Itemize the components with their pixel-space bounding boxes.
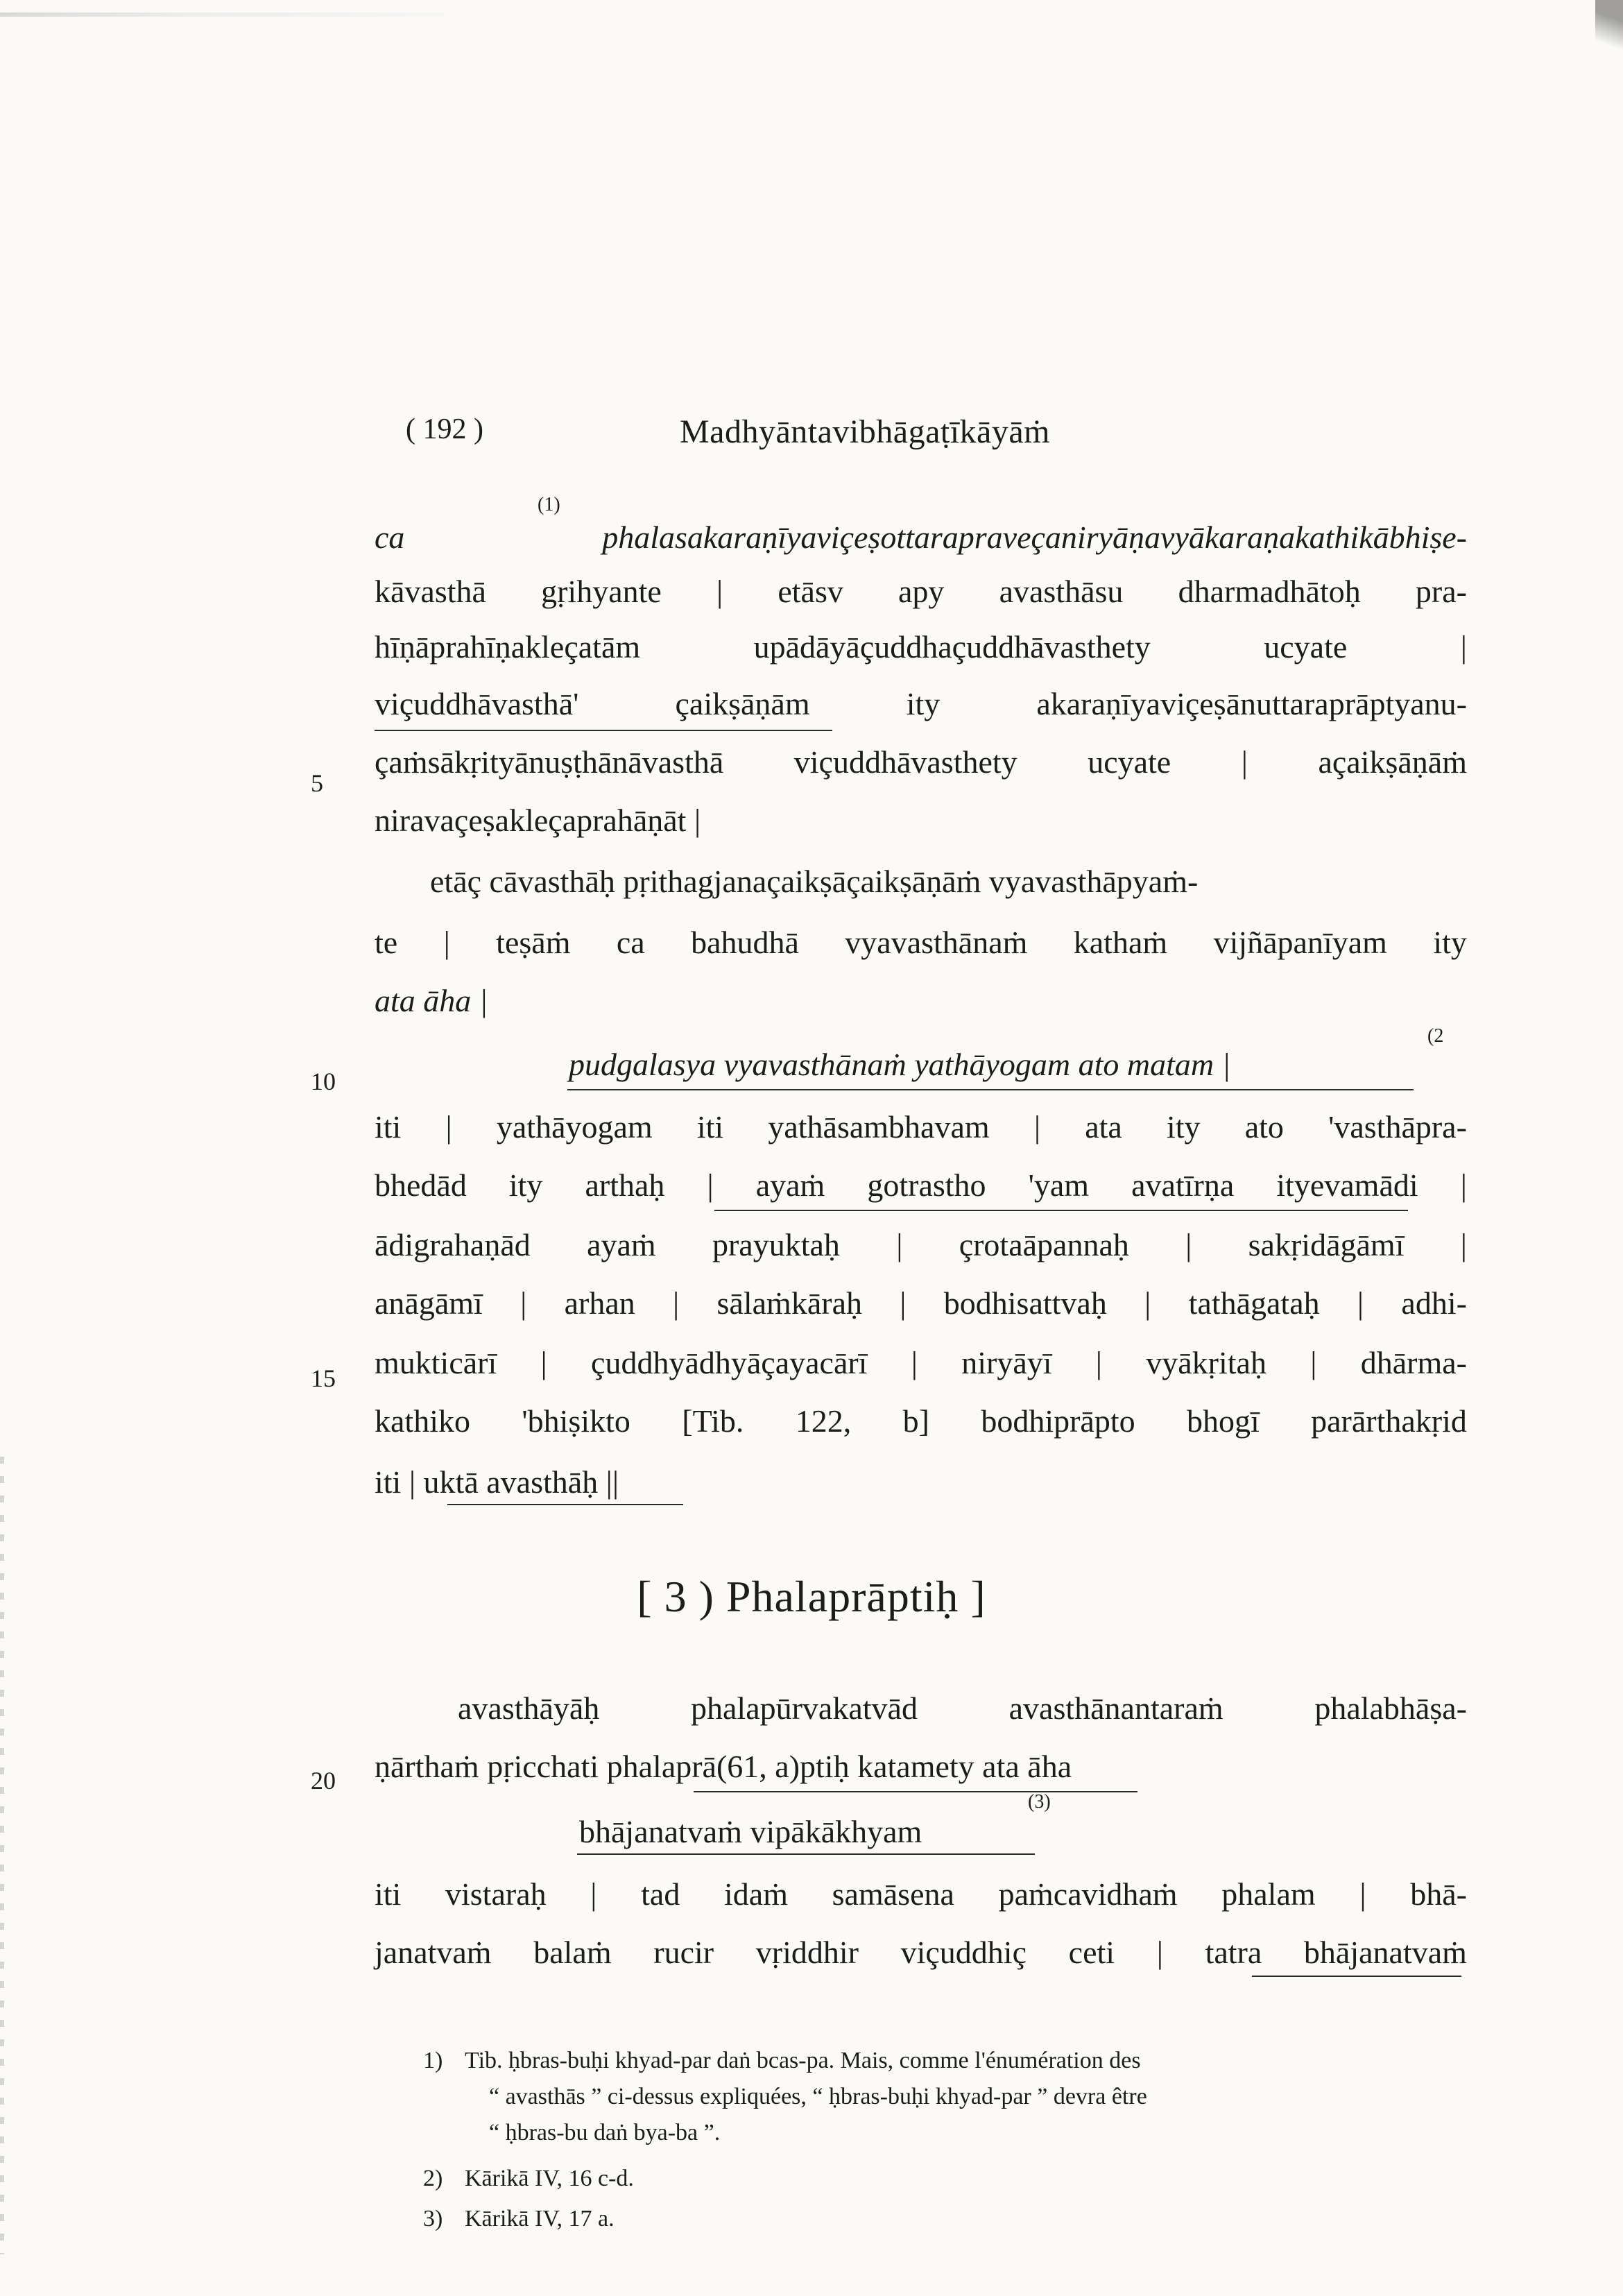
footnote-1-cont [489, 2120, 720, 2146]
text-line-4: viçuddhāvasthā' çaikṣāṇām ity akaraṇīyaviçeṣānuttaraprāptyanu- [375, 686, 1467, 721]
text-line-15: kathiko 'bhiṣikto [Tib. 122, b] bodhiprāpto bhogī parārthakṛid [375, 1403, 1467, 1439]
scan-artifact-top [0, 12, 444, 17]
underline-rule [714, 1210, 1408, 1211]
footnote-text: Kārikā IV, 17 a. [465, 2206, 615, 2231]
underline-rule [447, 1504, 683, 1505]
verse-line-2: bhājanatvaṁ vipākākhyam [579, 1814, 922, 1849]
page-number: ( 192 ) [406, 413, 483, 445]
line-number-10: 10 [311, 1068, 336, 1095]
text-line-8: te | teṣāṁ ca bahudhā vyavasthānaṁ kathaṁ vijñāpanīyam ity [375, 925, 1467, 960]
footnote-text: “ ḥbras-bu daṅ bya-ba ”. [489, 2120, 721, 2145]
underline-rule [567, 1089, 1414, 1090]
line-number-15: 15 [311, 1364, 336, 1392]
text-line-16: iti | uktā avasthāḥ || [375, 1464, 619, 1500]
text-line-7: etāç cāvasthāḥ pṛithagjanaçaikṣāçaikṣāṇāṁ vyavasthāpyaṁ- [430, 864, 1199, 899]
running-title: Madhyāntavibhāgaṭīkāyāṁ [680, 413, 1050, 450]
text-line-3: hīṇāprahīṇakleçatām upādāyāçuddhaçuddhāvasthety ucyate | [375, 629, 1467, 665]
section-heading: [ 3 ) Phalaprāptiḥ ] [637, 1572, 986, 1621]
text-line-19: iti vistaraḥ | tad idaṁ samāsena paṁcavidhaṁ phalam | bhā- [375, 1876, 1467, 1912]
footnote-number: 3) [423, 2206, 443, 2231]
text-line-1: ca phalasakaraṇīyaviçeṣottarapraveçaniryāṇavyākaraṇakathikābhiṣe- [375, 520, 1467, 555]
text-line-18: ṇārthaṁ pṛicchati phalaprā(61, a)ptiḥ katamety ata āha [375, 1749, 1072, 1784]
scan-artifact-corner [1595, 0, 1623, 62]
text-line-6: niravaçeṣakleçaprahāṇāt | [375, 803, 701, 838]
page-header [0, 413, 1623, 461]
underline-rule [694, 1791, 1137, 1792]
text-line-5: çaṁsākṛityānuṣṭhānāvasthā viçuddhāvasthety ucyate | açaikṣāṇāṁ [375, 744, 1467, 780]
text-line-10: iti | yathāyogam iti yathāsambhavam | ata ity ato 'vasthāpra- [375, 1109, 1467, 1145]
text-line-13: anāgāmī | arhan | sālaṁkāraḥ | bodhisattvaḥ | tathāgataḥ | adhi- [375, 1285, 1467, 1321]
footnote-number: 1) [423, 2048, 443, 2073]
footnote-text: Kārikā IV, 16 c-d. [465, 2166, 634, 2191]
text-line-14: mukticārī | çuddhyādhyāçayacārī | niryāyī | vyākṛitaḥ | dhārma- [375, 1345, 1467, 1380]
underline-rule [577, 1853, 1035, 1855]
text-line-20: janatvaṁ balaṁ rucir vṛiddhir viçuddhiç ceti | tatra bhājanatvaṁ [375, 1935, 1467, 1970]
text-line-2: kāvasthā gṛihyante | etāsv apy avasthāsu dharmadhātoḥ pra- [375, 574, 1467, 609]
footnote-2 [423, 2166, 634, 2192]
underline-rule [1252, 1976, 1461, 1977]
footnote-text: Tib. ḥbras-buḥi khyad-par daṅ bcas-pa. Mais, comme l'énumération des [465, 2048, 1141, 2073]
text-line-9: ata āha | [375, 983, 488, 1018]
footnote-mark-1: (1) [538, 494, 560, 515]
underline-rule [375, 730, 832, 731]
text-line-11: bhedād ity arthaḥ | ayaṁ gotrastho 'yam avatīrṇa ityevamādi | [375, 1167, 1467, 1203]
footnote-1-cont [489, 2084, 1147, 2110]
footnote-text: “ avasthās ” ci-dessus expliquées, “ ḥbras-buḥi khyad-par ” devra être [489, 2084, 1147, 2109]
text-line-12: ādigrahaṇād ayaṁ prayuktaḥ | çrotaāpannaḥ | sakṛidāgāmī | [375, 1227, 1467, 1262]
footnote-mark-3: (3) [1028, 1791, 1051, 1813]
line-number-5: 5 [311, 769, 323, 797]
line-number-20: 20 [311, 1767, 336, 1794]
footnote-mark-2: (2 [1427, 1025, 1444, 1047]
verse-line-1: pudgalasya vyavasthānaṁ yathāyogam ato matam | [569, 1047, 1231, 1082]
text-line-17: avasthāyāḥ phalapūrvakatvād avasthānantaraṁ phalabhāṣa- [458, 1690, 1467, 1726]
footnote-3 [423, 2206, 615, 2232]
footnote-1 [423, 2048, 1141, 2074]
footnote-number: 2) [423, 2166, 443, 2191]
